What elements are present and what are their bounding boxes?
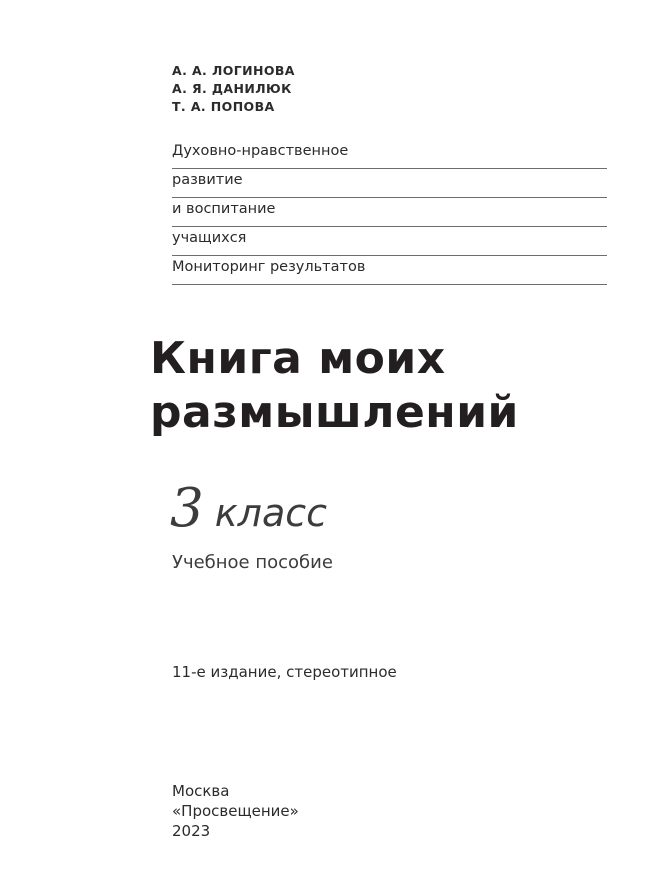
imprint-city: Москва <box>172 782 230 800</box>
imprint-block <box>172 782 299 841</box>
grade-word: класс <box>214 491 328 535</box>
author-name: А. А. ЛОГИНОВА <box>172 63 295 78</box>
edition-note: 11-е издание, стереотипное <box>172 663 397 681</box>
series-line <box>172 140 607 169</box>
series-text: развитие <box>172 172 243 188</box>
page-title-line-2: размышлений <box>150 386 519 438</box>
series-line <box>172 227 607 256</box>
series-line <box>172 169 607 198</box>
imprint-year: 2023 <box>172 821 211 840</box>
series-text: Мониторинг результатов <box>172 259 366 275</box>
grade-block <box>170 478 328 539</box>
page-title <box>150 332 620 439</box>
series-line <box>172 256 607 285</box>
series-text: учащихся <box>172 230 247 246</box>
series-block <box>172 140 607 285</box>
author-name: А. Я. ДАНИЛЮК <box>172 81 292 97</box>
series-line <box>172 198 607 227</box>
grade-number: 3 <box>170 478 204 539</box>
series-text: Духовно-нравственное <box>172 143 349 159</box>
imprint-publisher: «Просвещение» <box>172 801 299 820</box>
page-title-line-1: Книга моих <box>150 333 446 384</box>
series-text: и воспитание <box>172 201 276 217</box>
subtitle: Учебное пособие <box>172 552 333 573</box>
authors-block <box>172 62 295 116</box>
author-name: Т. А. ПОПОВА <box>172 99 275 115</box>
